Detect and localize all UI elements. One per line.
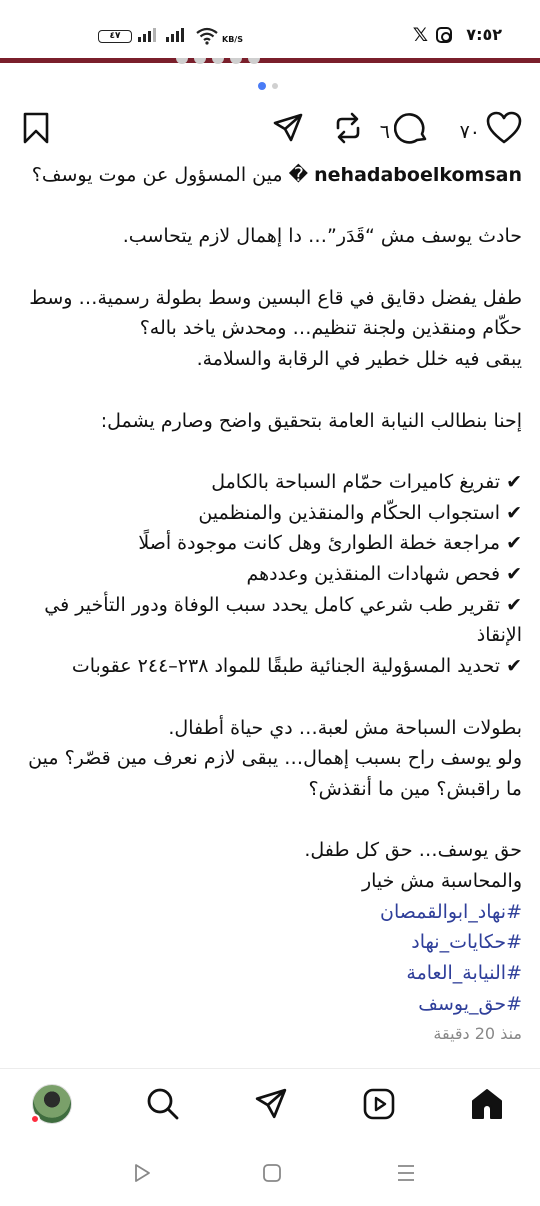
- direct-icon: [254, 1087, 288, 1121]
- hashtag-link[interactable]: #نهاد_ابوالقمصان: [380, 900, 522, 923]
- nav-home[interactable]: [470, 1087, 504, 1125]
- comment-icon: [394, 111, 428, 145]
- caption-line: [20, 436, 522, 467]
- caption-line: [20, 805, 522, 836]
- caption-line: [20, 375, 522, 406]
- back-triangle-icon[interactable]: [132, 1162, 152, 1184]
- repost-icon: [332, 111, 364, 145]
- caption-line: [20, 682, 522, 713]
- share-button[interactable]: [272, 108, 304, 148]
- comment-button[interactable]: [394, 108, 428, 148]
- repost-button[interactable]: [332, 108, 364, 148]
- caption-line: حادث يوسف مش “قَدَر”… دا إهمال لازم يتحاسب.: [122, 225, 522, 248]
- checklist-item: ✔ تفريغ كاميرات حمّام السباحة بالكامل: [211, 470, 522, 493]
- caption-line: طفل يفضل دقايق في قاع البسين وسط بطولة رسمية… وسط: [29, 286, 522, 309]
- heart-icon: [486, 111, 522, 145]
- like-count[interactable]: ٧٠: [459, 121, 480, 143]
- caption-line: والمحاسبة مش خيار: [361, 870, 522, 893]
- caption-title: مين المسؤول عن موت يوسف؟: [31, 164, 283, 186]
- signal-icon: [138, 28, 156, 42]
- home-icon: [470, 1087, 504, 1121]
- bookmark-button[interactable]: [22, 108, 50, 148]
- comment-count[interactable]: ٦: [379, 121, 390, 143]
- hashtag-link[interactable]: #حكايات_نهاد: [411, 931, 522, 954]
- share-icon: [272, 112, 304, 144]
- nav-direct[interactable]: [254, 1087, 288, 1125]
- checklist-item-continued: الإنقاذ: [476, 624, 522, 647]
- x-icon: 𝕏: [412, 24, 428, 46]
- caption-title-prefix: �: [288, 164, 309, 186]
- checklist-item: ✔ استجواب الحكّام والمنقذين والمنظمين: [198, 501, 522, 524]
- nav-reels[interactable]: [362, 1087, 396, 1125]
- caption-line: ما راقبش؟ مين ما أنقذش؟: [308, 777, 522, 800]
- carousel-indicator: [258, 82, 278, 90]
- checklist-item: ✔ تقرير طب شرعي كامل يحدد سبب الوفاة ودور التأخير في: [44, 593, 522, 616]
- caption-line: إحنا بنطالب النيابة العامة بتحقيق واضح وصارم يشمل:: [100, 409, 522, 432]
- checklist-item: ✔ فحص شهادات المنقذين وعددهم: [246, 563, 522, 586]
- home-square-icon[interactable]: [262, 1162, 282, 1184]
- wifi-icon: [196, 27, 218, 45]
- status-bar: [0, 0, 540, 60]
- checklist-item: ✔ تحديد المسؤولية الجنائية طبقًا للمواد ٢٣٨–٢٤٤ عقوبات: [71, 655, 522, 678]
- system-navigation: [0, 1160, 540, 1190]
- caption-line: يبقى فيه خلل خطير في الرقابة والسلامة.: [196, 348, 522, 371]
- caption-line: حق يوسف… حق كل طفل.: [304, 839, 522, 862]
- caption-line: [20, 252, 522, 283]
- network-speed: KB/S: [222, 35, 243, 44]
- caption-title-line: [20, 160, 522, 191]
- status-accent-line: [0, 58, 540, 63]
- caption-line: ولو يوسف راح بسبب إهمال… يبقى لازم نعرف مين قصّر؟ مين: [28, 747, 522, 770]
- bookmark-icon: [22, 111, 50, 145]
- bottom-navigation: [0, 1068, 540, 1148]
- post-username[interactable]: nehadaboelkomsan: [314, 164, 522, 186]
- instagram-icon: [436, 27, 452, 43]
- hashtag-link[interactable]: #حق_يوسف: [418, 992, 522, 1015]
- nav-search[interactable]: [146, 1087, 180, 1125]
- post-timestamp: منذ 20 دقيقة: [433, 1024, 522, 1043]
- search-icon: [146, 1087, 180, 1121]
- checklist-item: ✔ مراجعة خطة الطوارئ وهل كانت موجودة أصلًا: [138, 532, 522, 555]
- battery-icon: ٤٧: [98, 30, 132, 43]
- status-time: ٧:٥٢: [466, 25, 502, 44]
- hashtag-link[interactable]: #النيابة_العامة: [406, 962, 522, 985]
- decorative-bumps: [176, 58, 260, 64]
- carousel-dot-active: [258, 82, 266, 90]
- caption-line: بطولات السباحة مش لعبة… دي حياة أطفال.: [168, 716, 522, 739]
- signal-icon: [166, 28, 184, 42]
- caption-line: حكّام ومنقذين ولجنة تنظيم… ومحدش ياخد باله؟: [139, 317, 522, 340]
- reels-icon: [362, 1087, 396, 1121]
- carousel-dot: [272, 83, 278, 89]
- menu-icon[interactable]: [396, 1162, 416, 1184]
- notification-dot: [30, 1114, 40, 1124]
- like-button[interactable]: [486, 108, 522, 148]
- post-caption: [20, 160, 522, 1020]
- caption-line: [20, 191, 522, 222]
